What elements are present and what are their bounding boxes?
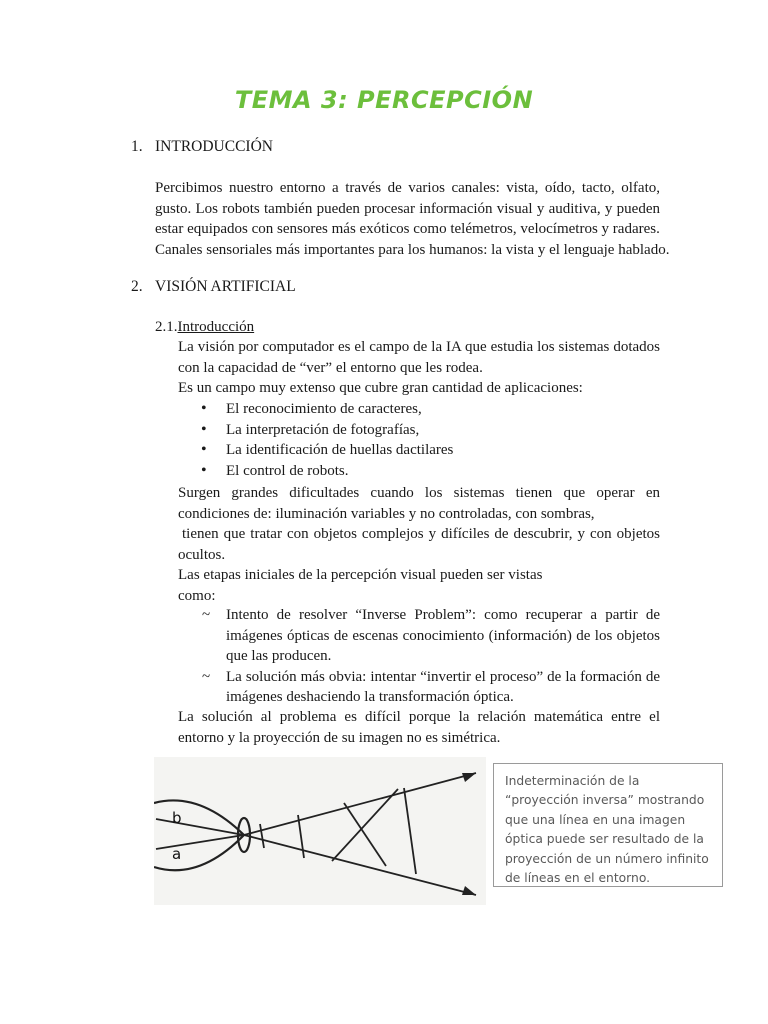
point-label-b: b bbox=[172, 809, 182, 827]
candidate-line bbox=[298, 815, 304, 858]
vision-paragraph-1: La visión por computador es el campo de la IA que estudia los sistemas dotados con la capacidad de “ver” el entorno que les rodea. bbox=[178, 339, 660, 376]
candidate-line bbox=[260, 824, 264, 848]
list-item: • La interpretación de fotografías, bbox=[226, 420, 666, 441]
candidate-line bbox=[344, 803, 386, 866]
intro-paragraph: Percibimos nuestro entorno a través de varios canales: vista, oído, tacto, olfato, gusto. Los robots también pueden procesar información visual y auditiva, y pueden estar equipados con sensores más exóticos como telémetros, velocímetros y radares. bbox=[155, 180, 660, 237]
section-heading-text: VISIÓN ARTIFICIAL bbox=[155, 278, 296, 295]
arrowhead-lower bbox=[462, 886, 476, 895]
list-item: • El reconocimiento de caracteres, bbox=[226, 399, 666, 420]
section-number: 2. bbox=[131, 278, 143, 295]
candidate-line bbox=[404, 788, 416, 874]
intro-paragraph-2: Canales sensoriales más importantes para los humanos: la vista y el lenguaje hablado. bbox=[155, 242, 670, 258]
list-item: • La identificación de huellas dactilares bbox=[226, 440, 666, 461]
figure-caption: Indeterminación de la “proyección inversa” mostrando que una línea en una imagen óptica puede ser resultado de la proyección de un número infinito de líneas en el entorno. bbox=[493, 763, 723, 887]
subsection-title: Introducción bbox=[177, 319, 255, 335]
eye-ray-b bbox=[156, 819, 244, 835]
section-heading-text: INTRODUCCIÓN bbox=[155, 138, 273, 155]
projection-ray-lower bbox=[244, 835, 476, 895]
section-heading-introduccion bbox=[131, 137, 273, 158]
vision-paragraph-4: tienen que tratar con objetos complejos y difíciles de descubrir, y con objetos ocultos. bbox=[178, 526, 660, 563]
section-heading-vision-artificial bbox=[131, 277, 296, 298]
tilde-marker: ~ bbox=[202, 668, 211, 685]
list-item-text: Intento de resolver “Inverse Problem”: como recuperar a partir de imágenes ópticas de escenas conocimiento (información) de los objetos que las producen. bbox=[226, 607, 660, 664]
vision-paragraph-2: Es un campo muy extenso que cubre gran cantidad de aplicaciones: bbox=[178, 380, 583, 396]
tilde-marker: ~ bbox=[202, 607, 211, 623]
list-item-text: La solución más obvia: intentar “invertir el proceso” de la formación de imágenes deshaciendo la transformación óptica. bbox=[226, 668, 660, 705]
subsection-number: 2.1. bbox=[155, 319, 178, 335]
inverse-projection-diagram bbox=[154, 757, 486, 905]
page-title: TEMA 3: PERCEPCIÓN bbox=[234, 86, 534, 114]
stages-list bbox=[202, 605, 660, 708]
applications-list bbox=[226, 399, 666, 481]
section-number: 1. bbox=[131, 138, 143, 155]
arrowhead-upper bbox=[462, 773, 476, 782]
list-item bbox=[202, 605, 660, 667]
list-item: • El control de robots. bbox=[226, 461, 666, 482]
point-label-a: a bbox=[172, 845, 182, 863]
subsection-heading-introduccion bbox=[155, 317, 254, 338]
vision-paragraph-6: La solución al problema es difícil porque la relación matemática entre el entorno y la proyección de su imagen no es simétrica. bbox=[178, 709, 660, 746]
vision-paragraph-3: Surgen grandes dificultades cuando los sistemas tienen que operar en condiciones de: iluminación variables y no controladas, con sombras, bbox=[178, 485, 660, 522]
inverse-projection-figure bbox=[154, 757, 486, 905]
list-item bbox=[202, 667, 660, 708]
vision-paragraph-5: Las etapas iniciales de la percepción visual pueden ser vistas como: bbox=[178, 567, 543, 604]
candidate-line bbox=[332, 789, 398, 861]
eye-outline bbox=[154, 800, 244, 870]
